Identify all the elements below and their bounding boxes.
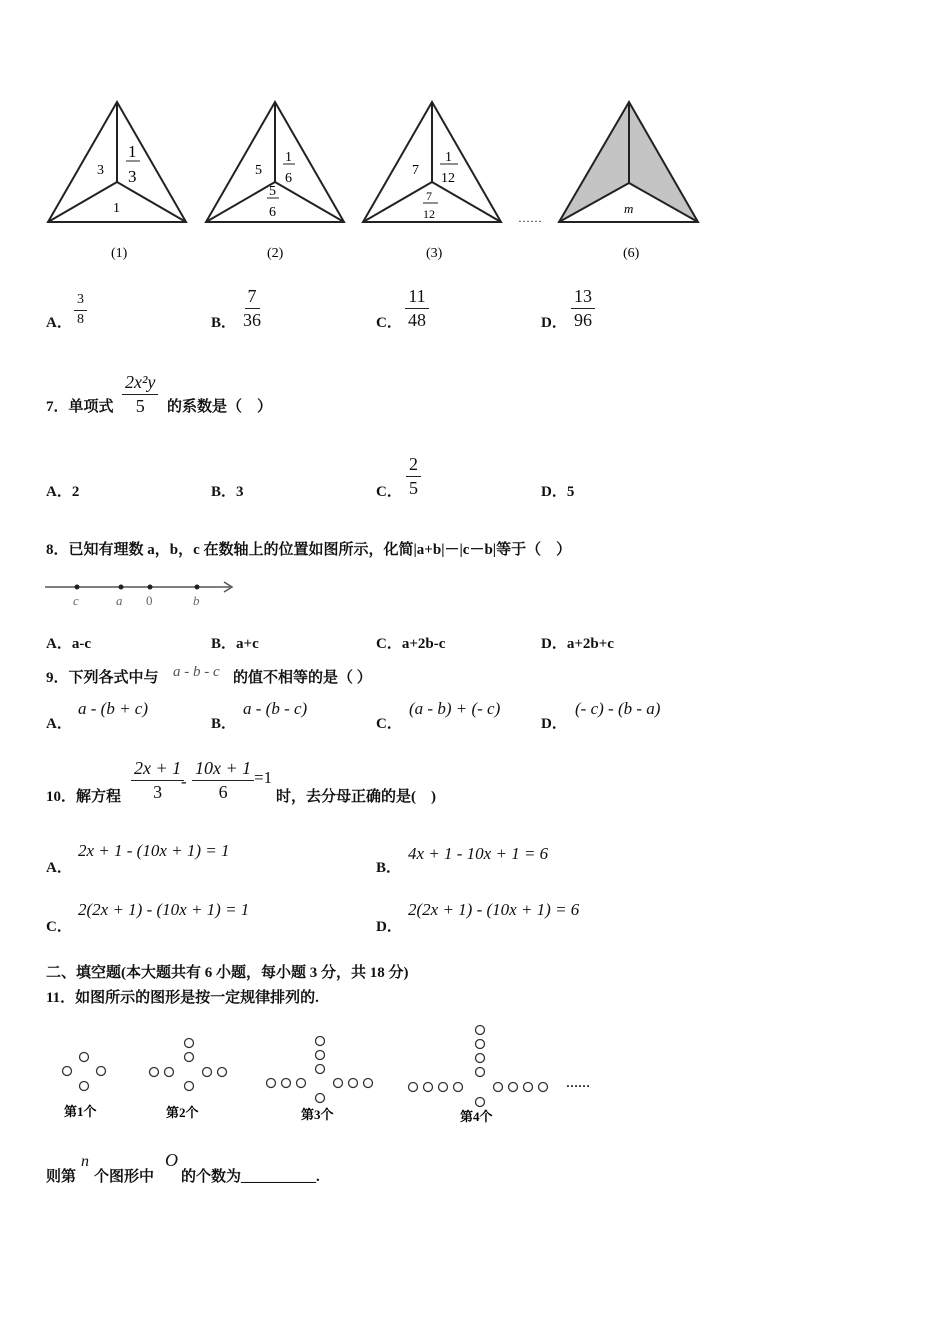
tri2-left-value: 5 <box>255 163 262 178</box>
caption-1: (1) <box>111 246 128 261</box>
q6-option-a[interactable]: A． <box>46 315 72 331</box>
q10-option-d[interactable]: D． <box>376 919 402 935</box>
q9-option-c[interactable]: C． <box>376 716 402 732</box>
caption-2: (2) <box>267 246 284 261</box>
q11-answer-blank[interactable]: 的个数为__________. <box>181 1169 320 1185</box>
axis-label-b: b <box>193 593 200 608</box>
pattern-2 <box>150 1039 227 1091</box>
number-line <box>40 575 240 611</box>
q10-option-b[interactable]: B． <box>376 860 402 876</box>
triangle-figure <box>40 95 710 265</box>
figure-ellipsis: …… <box>518 211 542 225</box>
caption-3: (3) <box>426 246 443 261</box>
pattern-caption-2: 第2个 <box>166 1105 199 1120</box>
triangle-3 <box>363 102 501 222</box>
q10-suffix: 时，去分母正确的是( ) <box>276 789 436 805</box>
tri6-bottom-value: m <box>624 201 634 216</box>
q11-answer-mid: 个图形中 <box>94 1169 155 1185</box>
q8-option-b[interactable]: B．a+c <box>211 636 259 652</box>
q10-fraction-2: $\frac{10x + 1}{6}$ <box>192 759 254 802</box>
point-c <box>75 585 80 590</box>
q8-text: 8．已知有理数 a，b，c 在数轴上的位置如图所示，化简|a+b|－|c－b|等于（ ） <box>46 542 572 558</box>
tri1-left-value: 3 <box>97 163 104 178</box>
q7-monomial: $\frac{\text{2x²y}}{5}$ <box>122 373 158 416</box>
q10-option-d-expr: 2(2x + 1) - (10x + 1) = 6 <box>408 900 580 919</box>
tri1-bottom-value: 1 <box>113 201 120 216</box>
axis-label-a: a <box>116 593 123 608</box>
q7-option-a[interactable]: A．2 <box>46 484 80 500</box>
pattern-ellipsis: …… <box>566 1076 590 1090</box>
q10-prefix: 10．解方程 <box>46 789 122 805</box>
q6-option-c[interactable]: C． <box>376 315 402 331</box>
q11-text: 11．如图所示的图形是按一定规律排列的. <box>46 990 319 1006</box>
q7-prefix: 7．单项式 <box>46 399 114 415</box>
q6-option-b[interactable]: B． <box>211 315 237 331</box>
q6-option-d[interactable]: D． <box>541 315 567 331</box>
axis-label-0: 0 <box>146 593 153 608</box>
q6-option-b-frac: $\frac{7}{36}$ <box>243 286 261 330</box>
q8-option-a[interactable]: A．a-c <box>46 636 91 652</box>
pattern-caption-4: 第4个 <box>460 1109 493 1124</box>
q9-option-a[interactable]: A． <box>46 716 72 732</box>
q7-suffix: 的系数是（ ） <box>167 399 273 415</box>
tri3-left-value: 7 <box>412 163 419 178</box>
q9-option-b-expr: a - (b - c) <box>243 699 308 718</box>
triangle-6 <box>559 102 698 222</box>
triangle-2 <box>206 102 344 222</box>
circle-pattern-figure <box>50 1018 610 1130</box>
section-2-heading: 二、填空题(本大题共有 6 小题，每小题 3 分，共 18 分) <box>46 965 409 981</box>
tri1-frac-num: 1 <box>128 142 137 161</box>
pattern-1 <box>63 1053 106 1091</box>
point-zero <box>148 585 153 590</box>
q10-fraction-1: $\frac{2x + 1}{3}$ <box>131 759 184 802</box>
pattern-4 <box>409 1026 548 1107</box>
q10-option-b-expr: 4x + 1 - 10x + 1 = 6 <box>408 844 549 863</box>
point-a <box>119 585 124 590</box>
tri1-frac-den: 3 <box>128 167 137 186</box>
q10-option-c-expr: 2(2x + 1) - (10x + 1) = 1 <box>78 900 250 919</box>
caption-6: (6) <box>623 246 640 261</box>
q9-option-a-expr: a - (b + c) <box>78 699 149 718</box>
q9-suffix: 的值不相等的是（ ） <box>233 670 372 686</box>
tri3-frac-den: 12 <box>441 171 455 186</box>
q11-circle-symbol: O <box>165 1150 178 1170</box>
tri3-bottom-num: 7 <box>426 189 432 203</box>
q9-option-b[interactable]: B． <box>211 716 237 732</box>
axis-label-c: c <box>73 593 79 608</box>
q6-option-a-frac: $\frac{3}{8}$ <box>74 293 87 327</box>
q9-prefix: 9．下列各式中与 <box>46 670 159 686</box>
tri2-bottom-num: 5 <box>269 184 276 199</box>
tri3-frac-num: 1 <box>445 150 452 165</box>
q10-option-c[interactable]: C． <box>46 919 72 935</box>
tri3-bottom-den: 12 <box>423 207 435 221</box>
q10-equals-one: =1 <box>254 768 273 787</box>
q6-option-d-frac: $\frac{13}{96}$ <box>571 287 595 330</box>
point-b <box>195 585 200 590</box>
q10-option-a[interactable]: A． <box>46 860 72 876</box>
tri2-frac-num: 1 <box>285 150 292 165</box>
q7-option-c-frac: $\frac{2}{5}$ <box>406 455 421 498</box>
pattern-caption-1: 第1个 <box>64 1104 97 1119</box>
q9-option-c-expr: (a - b) + (- c) <box>409 699 501 718</box>
q8-option-d[interactable]: D．a+2b+c <box>541 636 614 652</box>
q10-minus: - <box>181 772 187 791</box>
q11-variable-n: n <box>81 1153 89 1170</box>
q7-option-b[interactable]: B．3 <box>211 484 244 500</box>
q9-option-d[interactable]: D． <box>541 716 567 732</box>
q9-expr: a - b - c <box>173 664 220 680</box>
q9-option-d-expr: (- c) - (b - a) <box>575 699 661 718</box>
q7-option-c[interactable]: C． <box>376 484 402 500</box>
q6-option-c-frac: $\frac{11}{48}$ <box>405 287 429 330</box>
tri2-frac-den: 6 <box>285 171 292 186</box>
q11-answer-prefix: 则第 <box>46 1169 77 1185</box>
q7-option-d[interactable]: D．5 <box>541 484 575 500</box>
pattern-3 <box>267 1037 373 1103</box>
triangle-1 <box>48 102 186 222</box>
q8-option-c[interactable]: C．a+2b-c <box>376 636 446 652</box>
pattern-caption-3: 第3个 <box>301 1107 334 1122</box>
q10-option-a-expr: 2x + 1 - (10x + 1) = 1 <box>78 841 230 860</box>
tri2-bottom-den: 6 <box>269 205 276 220</box>
